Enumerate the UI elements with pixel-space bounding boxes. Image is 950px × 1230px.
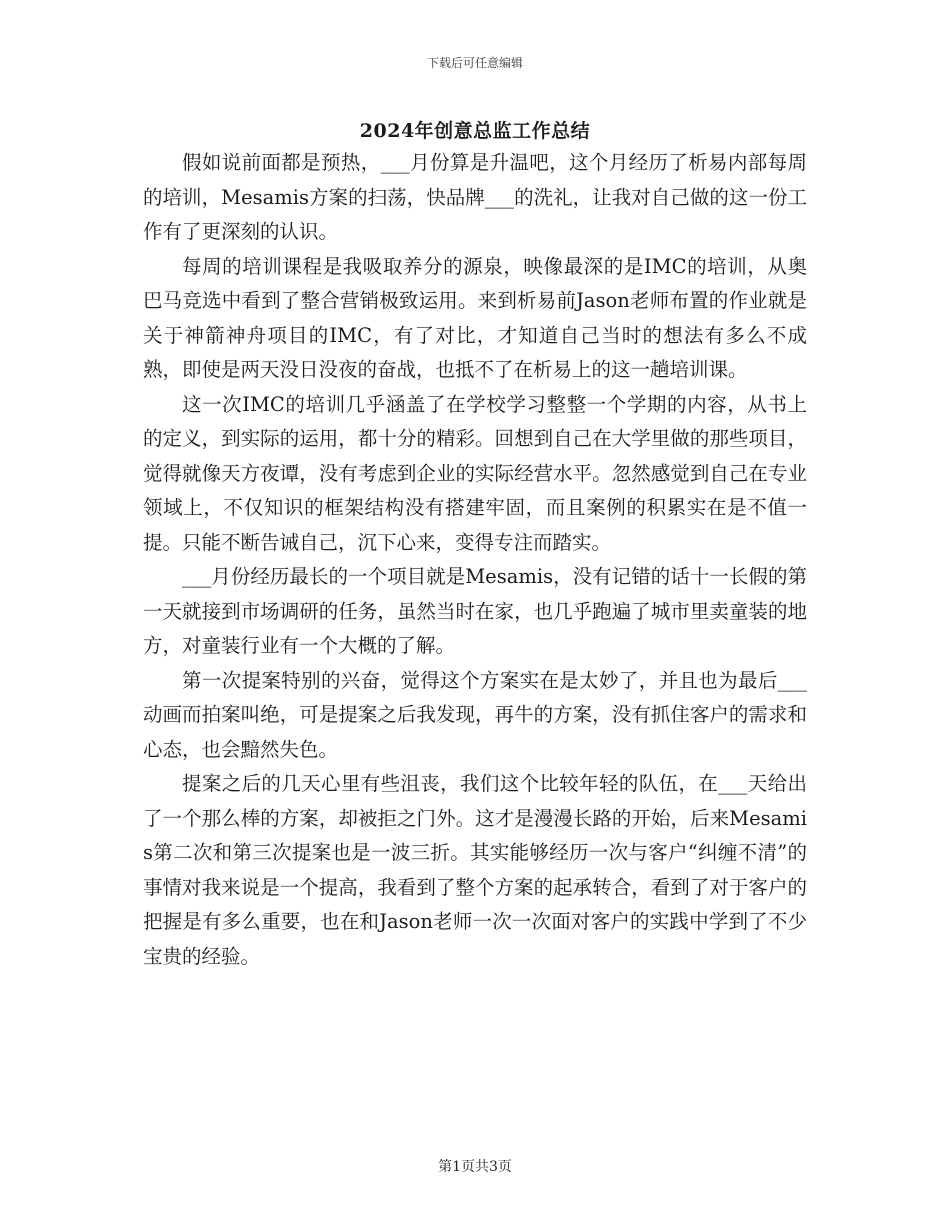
page-number: 第1页共3页 — [438, 1159, 512, 1175]
paragraph: 每周的培训课程是我吸取养分的源泉，映像最深的是IMC的培训，从奥巴马竞选中看到了整合营销极致运用。来到析易前Jason老师布置的作业就是关于神箭神舟项目的IMC，有了对比，才知道自己当时的想法有多么不成熟，即使是两天没日没夜的奋战，也抵不了在析易上的这一趟培训课。 — [143, 254, 807, 381]
paragraph: 提案之后的几天心里有些沮丧，我们这个比较年轻的队伍，在___天给出了一个那么棒的方案，却被拒之门外。这才是漫漫长路的开始，后来Mesamis第二次和第三次提案也是一波三折。其实能够经历一次与客户“纠缠不清”的事情对我来说是一个提高，我看到了整个方案的起承转合，看到了对于客户的把握是有多么重要，也在和Jason老师一次一次面对客户的实践中学到了不少宝贵的经验。 — [143, 772, 807, 968]
document-body — [143, 146, 807, 974]
paragraph: 假如说前面都是预热，___月份算是升温吧，这个月经历了析易内部每周的培训，Mesamis方案的扫荡，快品牌___的洗礼，让我对自己做的这一份工作有了更深刻的认识。 — [143, 151, 807, 243]
paragraph: ___月份经历最长的一个项目就是Mesamis，没有记错的话十一长假的第一天就接到市场调研的任务，虽然当时在家，也几乎跑遍了城市里卖童装的地方，对童装行业有一个大概的了解。 — [143, 565, 807, 657]
paragraph: 第一次提案特别的兴奋，觉得这个方案实在是太妙了，并且也为最后___动画而拍案叫绝，可是提案之后我发现，再牛的方案，没有抓住客户的需求和心态，也会黯然失色。 — [143, 668, 807, 761]
document-title: 2024年创意总监工作总结 — [359, 120, 591, 142]
paragraph: 这一次IMC的培训几乎涵盖了在学校学习整整一个学期的内容，从书上的定义，到实际的运用，都十分的精彩。回想到自己在大学里做的那些项目，觉得就像天方夜谭，没有考虑到企业的实际经营水平。忽然感觉到自己在专业领域上，不仅知识的框架结构没有搭建牢固，而且案例的积累实在是不值一提。只能不断告诫自己，沉下心来，变得专注而踏实。 — [143, 392, 807, 554]
header-note: 下载后可任意编辑 — [426, 56, 523, 70]
